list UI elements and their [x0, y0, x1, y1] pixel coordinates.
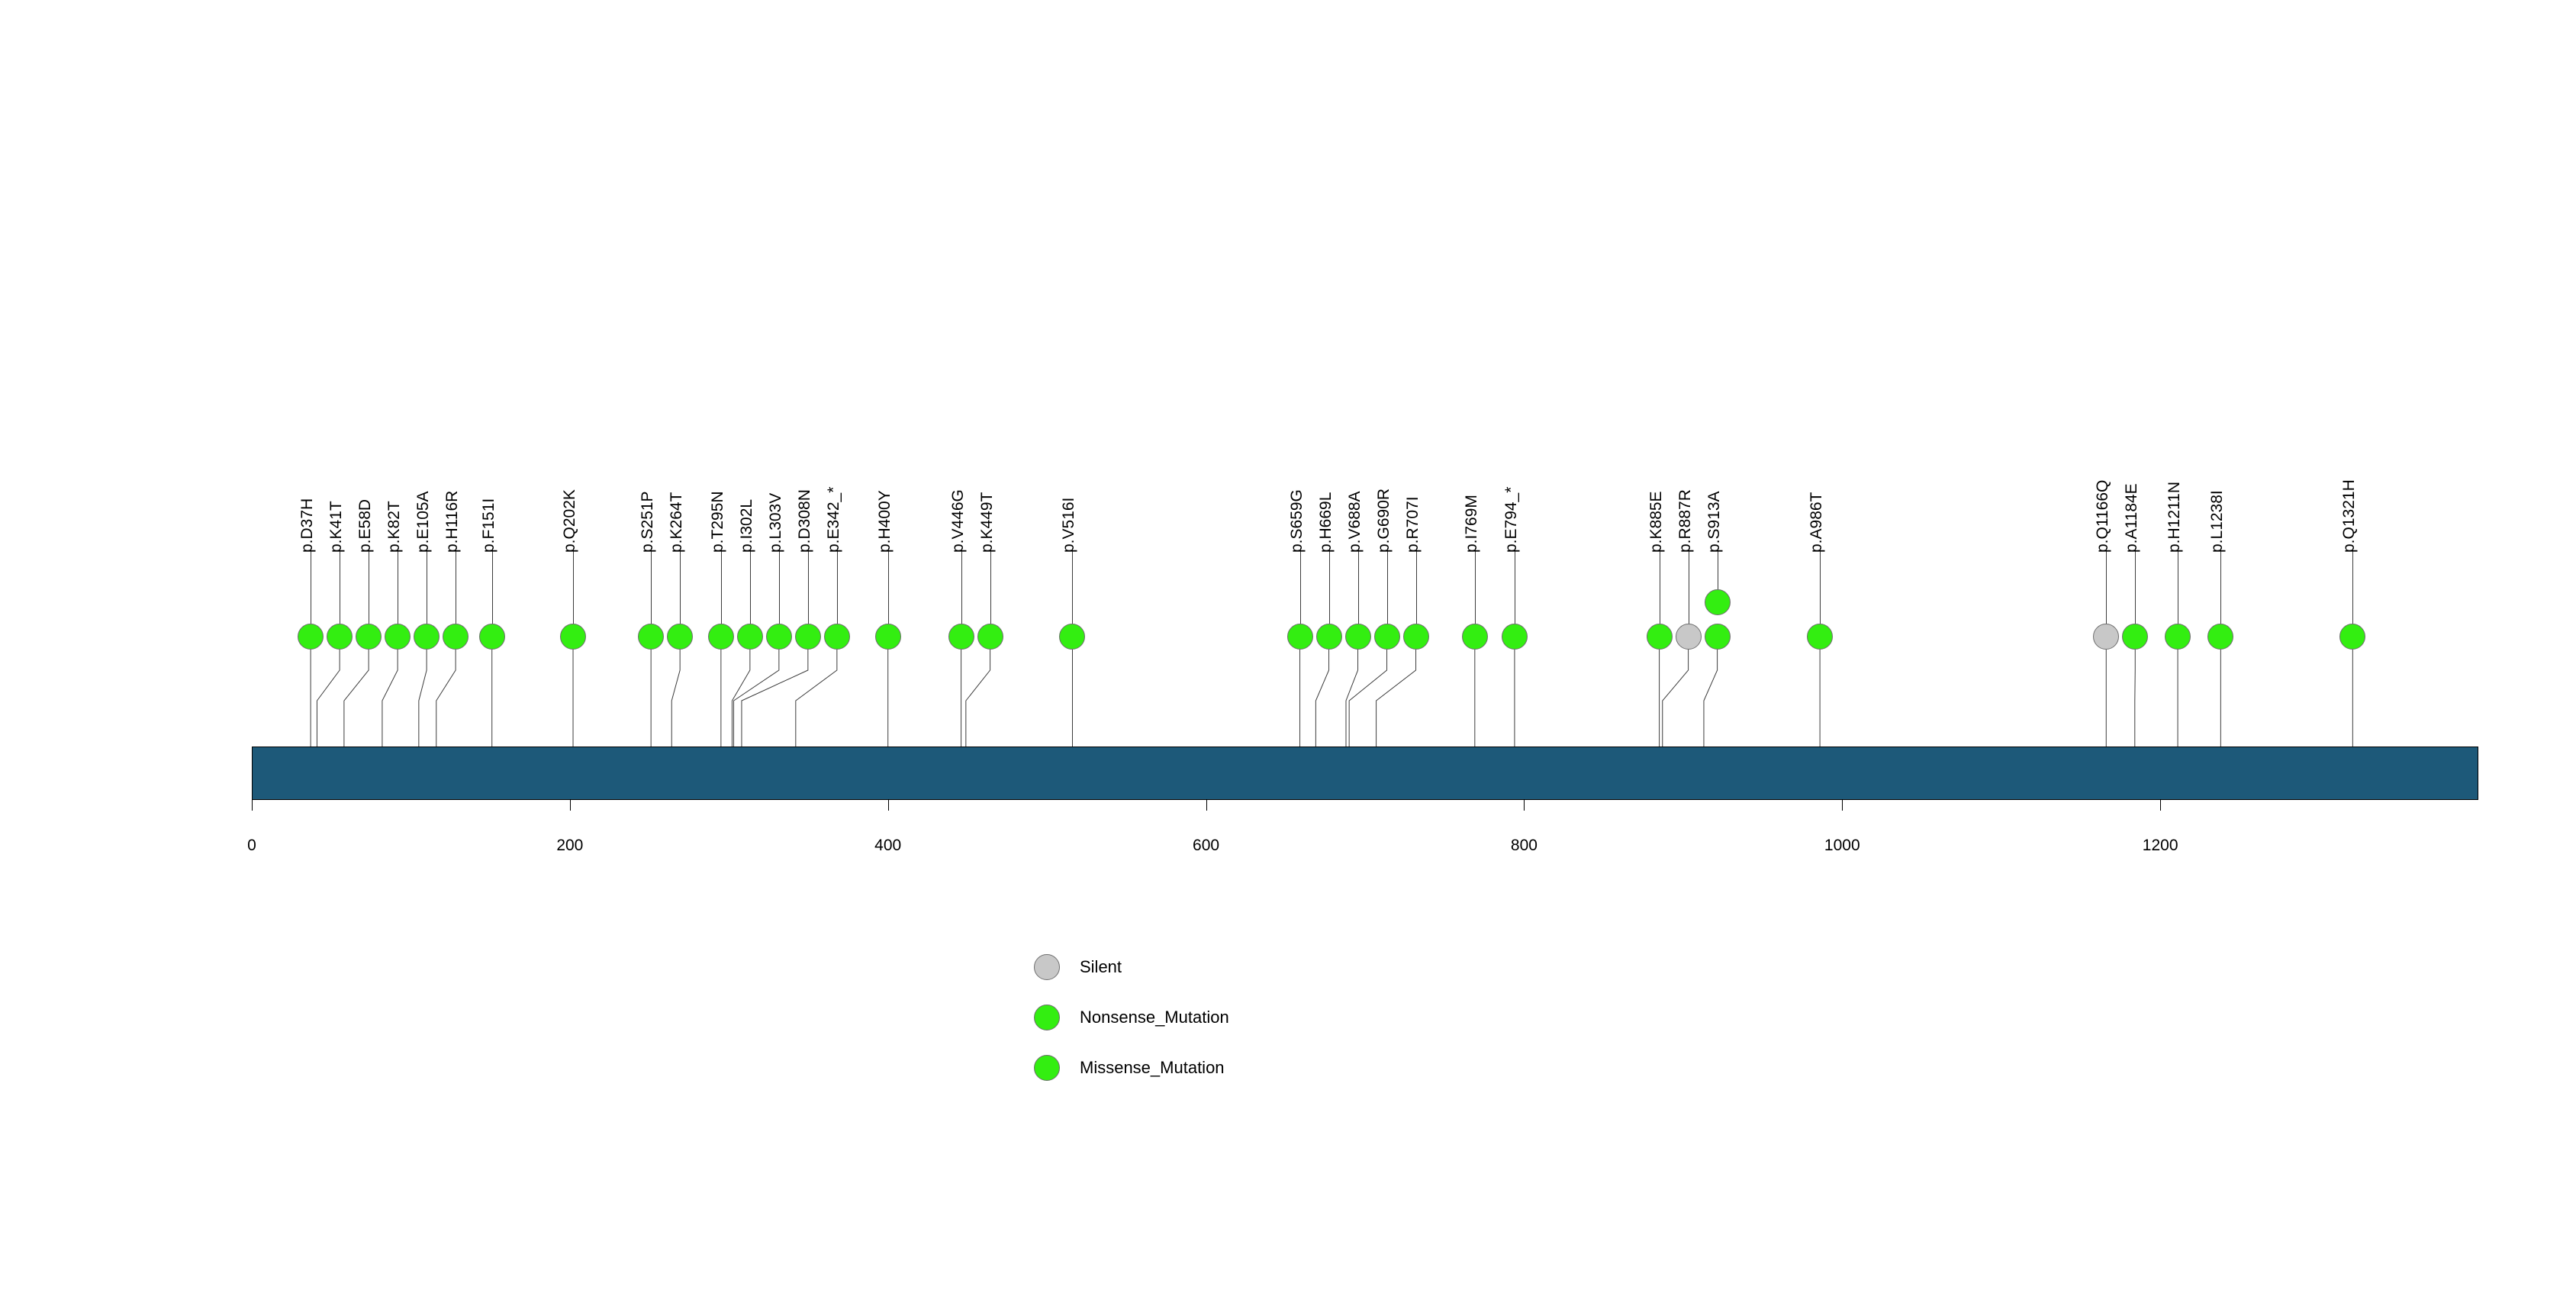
mutation-marker[interactable] — [2207, 624, 2233, 650]
mutation-marker[interactable] — [2339, 624, 2365, 650]
mutation-label: p.E794_* — [1502, 486, 1520, 553]
mutation-label-leader — [492, 548, 493, 624]
mutation-label: p.Q202K — [561, 489, 579, 553]
mutation-label: p.V516I — [1060, 497, 1078, 553]
mutation-label-leader — [573, 548, 574, 624]
mutation-marker[interactable] — [737, 624, 763, 650]
mutation-label-leader — [2352, 548, 2353, 624]
mutation-label: p.F151I — [479, 498, 497, 553]
mutation-label: p.I769M — [1462, 495, 1480, 553]
legend-color-swatch — [1034, 1055, 1060, 1081]
axis-tick-label: 200 — [556, 837, 584, 854]
mutation-marker[interactable] — [795, 624, 821, 650]
mutation-label: p.D308N — [795, 489, 813, 553]
axis-tick-label: 1200 — [2142, 837, 2178, 854]
mutation-marker[interactable] — [875, 624, 901, 650]
legend-label: Missense_Mutation — [1080, 1058, 1225, 1077]
mutation-label: p.V688A — [1345, 491, 1364, 553]
mutation-marker[interactable] — [298, 624, 324, 650]
mutation-marker[interactable] — [1462, 624, 1488, 650]
mutation-marker[interactable] — [1316, 624, 1342, 650]
axis-tick — [888, 800, 889, 811]
mutation-label: p.H1211N — [2165, 481, 2184, 553]
mutation-label: p.E342_* — [824, 486, 842, 553]
mutation-marker[interactable] — [560, 624, 586, 650]
mutation-label-leader — [750, 548, 751, 624]
mutation-label-leader — [808, 548, 809, 624]
mutation-label-leader — [721, 548, 722, 624]
axis-tick — [2160, 800, 2161, 811]
legend-color-swatch — [1034, 954, 1060, 980]
mutation-marker[interactable] — [1676, 624, 1702, 650]
mutation-marker[interactable] — [638, 624, 664, 650]
mutation-label: p.V446G — [948, 489, 967, 553]
axis-tick-label: 800 — [1510, 837, 1538, 854]
axis-tick-label: 400 — [874, 837, 902, 854]
mutation-label: p.E58D — [356, 498, 375, 553]
legend-label: Nonsense_Mutation — [1080, 1008, 1229, 1027]
mutation-label-leader — [2135, 548, 2136, 624]
axis-tick-label: 0 — [247, 837, 256, 854]
mutation-label-leader — [651, 548, 652, 624]
legend-label: Silent — [1080, 957, 1122, 976]
mutation-label-leader — [680, 548, 681, 624]
protein-domain-bar — [252, 747, 2478, 800]
mutation-marker[interactable] — [766, 624, 792, 650]
mutation-marker[interactable] — [1705, 624, 1731, 650]
mutation-label: p.D37H — [298, 498, 317, 553]
mutation-label-leader — [1416, 548, 1417, 624]
mutation-label: p.A1184E — [2123, 483, 2141, 553]
mutation-label-leader — [779, 548, 780, 624]
mutation-label: p.S659G — [1287, 489, 1306, 553]
mutation-label-leader — [1358, 548, 1359, 624]
mutation-label-leader — [2106, 548, 2107, 624]
mutation-label: p.R887R — [1676, 489, 1694, 553]
mutation-marker[interactable] — [443, 624, 469, 650]
mutation-marker[interactable] — [1345, 624, 1371, 650]
mutation-label: p.R707I — [1403, 496, 1422, 553]
mutation-label: p.K449T — [977, 492, 996, 553]
mutation-marker[interactable] — [1374, 624, 1400, 650]
mutation-marker[interactable] — [327, 624, 353, 650]
mutation-label: p.A986T — [1808, 492, 1826, 553]
mutation-marker[interactable] — [708, 624, 734, 650]
mutation-label-leader — [1300, 548, 1301, 624]
mutation-label: p.S251P — [639, 491, 657, 553]
mutation-marker[interactable] — [824, 624, 850, 650]
axis-tick-label: 1000 — [1824, 837, 1860, 854]
mutation-label: p.Q1321H — [2340, 479, 2359, 553]
mutation-label: p.K41T — [327, 501, 346, 553]
mutation-label: p.K82T — [385, 501, 404, 553]
mutation-marker[interactable] — [1807, 624, 1833, 650]
mutation-marker[interactable] — [948, 624, 974, 650]
axis-tick-label: 600 — [1193, 837, 1220, 854]
mutation-label: p.H400Y — [875, 490, 894, 553]
mutation-label: p.E105A — [414, 491, 433, 553]
mutation-label: p.T295N — [708, 491, 726, 553]
axis-tick — [1524, 800, 1525, 811]
mutation-marker[interactable] — [385, 624, 411, 650]
mutation-label: p.Q1166Q — [2094, 479, 2112, 553]
mutation-label-leader — [837, 548, 838, 624]
mutation-label-leader — [1387, 548, 1388, 624]
mutation-label: p.K885E — [1647, 491, 1665, 553]
mutation-marker[interactable] — [667, 624, 693, 650]
mutation-marker[interactable] — [1287, 624, 1313, 650]
axis-tick — [1206, 800, 1207, 811]
mutation-label: p.L303V — [766, 492, 784, 553]
legend-item[interactable] — [1034, 1005, 1229, 1030]
mutation-label: p.K264T — [668, 492, 686, 553]
legend-color-swatch — [1034, 1005, 1060, 1030]
mutation-label-leader — [961, 548, 962, 624]
mutation-label-leader — [1072, 548, 1073, 624]
mutation-label-leader — [1820, 548, 1821, 624]
mutation-label-leader — [888, 548, 889, 624]
mutation-marker[interactable] — [2165, 624, 2191, 650]
mutation-marker[interactable] — [1059, 624, 1085, 650]
mutation-marker[interactable] — [977, 624, 1003, 650]
legend-item[interactable] — [1034, 1055, 1225, 1081]
mutation-label: p.H669L — [1316, 492, 1335, 553]
mutation-label: p.S913A — [1705, 491, 1723, 553]
axis-tick — [570, 800, 571, 811]
axis-tick — [252, 800, 253, 811]
mutation-marker[interactable] — [356, 624, 382, 650]
mutation-marker[interactable] — [1502, 624, 1528, 650]
mutation-label-leader — [1475, 548, 1476, 624]
mutation-label-leader — [2220, 548, 2221, 624]
mutation-label: p.I302L — [737, 498, 755, 553]
legend-item[interactable] — [1034, 954, 1122, 980]
mutation-marker[interactable] — [479, 624, 505, 650]
mutation-label: p.L1238I — [2208, 490, 2227, 553]
mutation-marker[interactable] — [1705, 589, 1731, 615]
mutation-label: p.H116R — [443, 490, 462, 553]
axis-tick — [1842, 800, 1843, 811]
mutation-label-leader — [990, 548, 991, 624]
mutation-marker[interactable] — [2093, 624, 2119, 650]
mutation-marker[interactable] — [414, 624, 440, 650]
mutation-marker[interactable] — [2122, 624, 2148, 650]
mutation-marker[interactable] — [1403, 624, 1429, 650]
mutation-label: p.G690R — [1374, 488, 1393, 553]
mutation-marker[interactable] — [1647, 624, 1673, 650]
mutation-label-leader — [1329, 548, 1330, 624]
